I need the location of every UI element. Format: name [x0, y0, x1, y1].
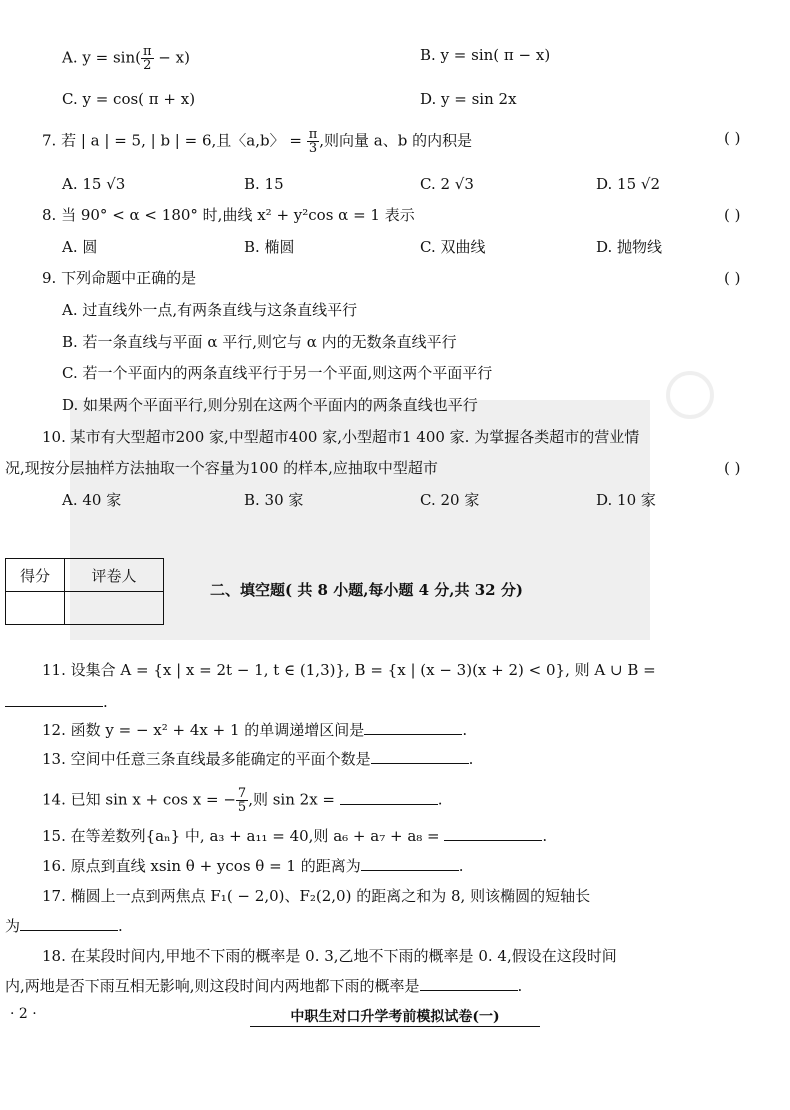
- q17-stem-line1: 17. 椭圆上一点到两焦点 F₁( − 2,0)、F₂(2,0) 的距离之和为 8, 则该椭圆的短轴长: [42, 887, 591, 905]
- q10-stem-line1: 10. 某市有大型超市200 家,中型超市400 家,小型超市1 400 家. 为掌握各类超市的营业情: [42, 428, 640, 446]
- q14-answer-blank[interactable]: [340, 790, 438, 805]
- score-table: [5, 558, 164, 625]
- q11-blank-line: .: [5, 692, 108, 712]
- q6-option-d: D. y = sin 2x: [420, 90, 517, 108]
- q12-answer-blank[interactable]: [364, 720, 462, 735]
- q8-option-b: B. 椭圆: [244, 238, 295, 256]
- q9-option-b: B. 若一条直线与平面 α 平行,则它与 α 内的无数条直线平行: [62, 333, 457, 351]
- q17-answer-blank[interactable]: [20, 916, 118, 931]
- q8-option-c: C. 双曲线: [420, 238, 486, 256]
- grader-cell[interactable]: [65, 592, 164, 625]
- q15-stem: 15. 在等差数列{aₙ} 中, a₃ + a₁₁ = 40,则 a₆ + a₇ + a₈ = .: [42, 827, 548, 845]
- q16-answer-blank[interactable]: [361, 856, 459, 871]
- q9-option-a: A. 过直线外一点,有两条直线与这条直线平行: [62, 301, 358, 319]
- q14-stem: 14. 已知 sin x + cos x = − $\frac{7}{5}$ ,则 sin 2x = .: [42, 786, 443, 815]
- q8-option-a: A. 圆: [62, 238, 98, 256]
- q6-option-c: C. y = cos( π + x): [62, 90, 196, 108]
- q9-option-c: C. 若一个平面内的两条直线平行于另一个平面,则这两个平面平行: [62, 364, 493, 382]
- q10-stem-line2: 况,现按分层抽样方法抽取一个容量为100 的样本,应抽取中型超市: [5, 459, 438, 477]
- q9-option-d: D. 如果两个平面平行,则分别在这两个平面内的两条直线也平行: [62, 396, 478, 414]
- q13-stem: 13. 空间中任意三条直线最多能确定的平面个数是 .: [42, 750, 474, 768]
- page-number: · 2 ·: [10, 1006, 37, 1022]
- q9-stem: 9. 下列命题中正确的是: [42, 269, 197, 287]
- q10-option-c: C. 20 家: [420, 491, 480, 509]
- q6-option-b: B. y = sin( π − x): [420, 46, 551, 64]
- section-title: 二、填空题( 共 8 小题,每小题 4 分,共 32 分): [210, 581, 523, 599]
- q8-option-d: D. 抛物线: [596, 238, 663, 256]
- q17-stem-line2: 为 .: [5, 917, 123, 935]
- q7-option-a: A. 15 √3: [62, 175, 126, 193]
- q15-answer-blank[interactable]: [444, 826, 542, 841]
- q8-answer-paren: ( ): [724, 206, 741, 224]
- q13-answer-blank[interactable]: [371, 749, 469, 764]
- q10-option-b: B. 30 家: [244, 491, 304, 509]
- q9-answer-paren: ( ): [724, 269, 741, 287]
- q8-stem: 8. 当 90° < α < 180° 时,曲线 x² + y²cos α = 1 表示: [42, 206, 415, 224]
- q18-answer-blank[interactable]: [420, 976, 518, 991]
- q12-stem: 12. 函数 y = − x² + 4x + 1 的单调递增区间是 .: [42, 721, 468, 739]
- q7-option-d: D. 15 √2: [596, 175, 660, 193]
- q7-option-c: C. 2 √3: [420, 175, 474, 193]
- score-header: 得分: [6, 559, 65, 592]
- q7-option-b: B. 15: [244, 175, 284, 193]
- q11-stem: 11. 设集合 A = {x | x = 2t − 1, t ∈ (1,3)}, B = {x | (x − 3)(x + 2) < 0}, 则 A ∪ B =: [42, 661, 656, 679]
- q10-option-d: D. 10 家: [596, 491, 656, 509]
- q10-option-a: A. 40 家: [62, 491, 122, 509]
- q11-answer-blank[interactable]: [5, 692, 103, 707]
- q7-stem: 7. 若 | a | = 5, | b | = 6,且〈a,b〉 = $\frac{\pi}{3}$ ,则向量 a、b 的内积是: [42, 127, 473, 156]
- q6-option-a: A. y = sin( $\frac{\pi}{2}$ − x): [62, 44, 190, 73]
- score-cell[interactable]: [6, 592, 65, 625]
- q10-answer-paren: ( ): [724, 459, 741, 477]
- q18-stem-line2: 内,两地是否下雨互相无影响,则这段时间内两地都下雨的概率是 .: [5, 977, 523, 995]
- q18-stem-line1: 18. 在某段时间内,甲地不下雨的概率是 0. 3,乙地不下雨的概率是 0. 4,假设在这段时间: [42, 947, 617, 965]
- footer-title: 中职生对口升学考前模拟试卷(一): [250, 1006, 540, 1027]
- q16-stem: 16. 原点到直线 xsin θ + ycos θ = 1 的距离为 .: [42, 857, 464, 875]
- grader-header: 评卷人: [65, 559, 164, 592]
- q7-answer-paren: ( ): [724, 129, 741, 147]
